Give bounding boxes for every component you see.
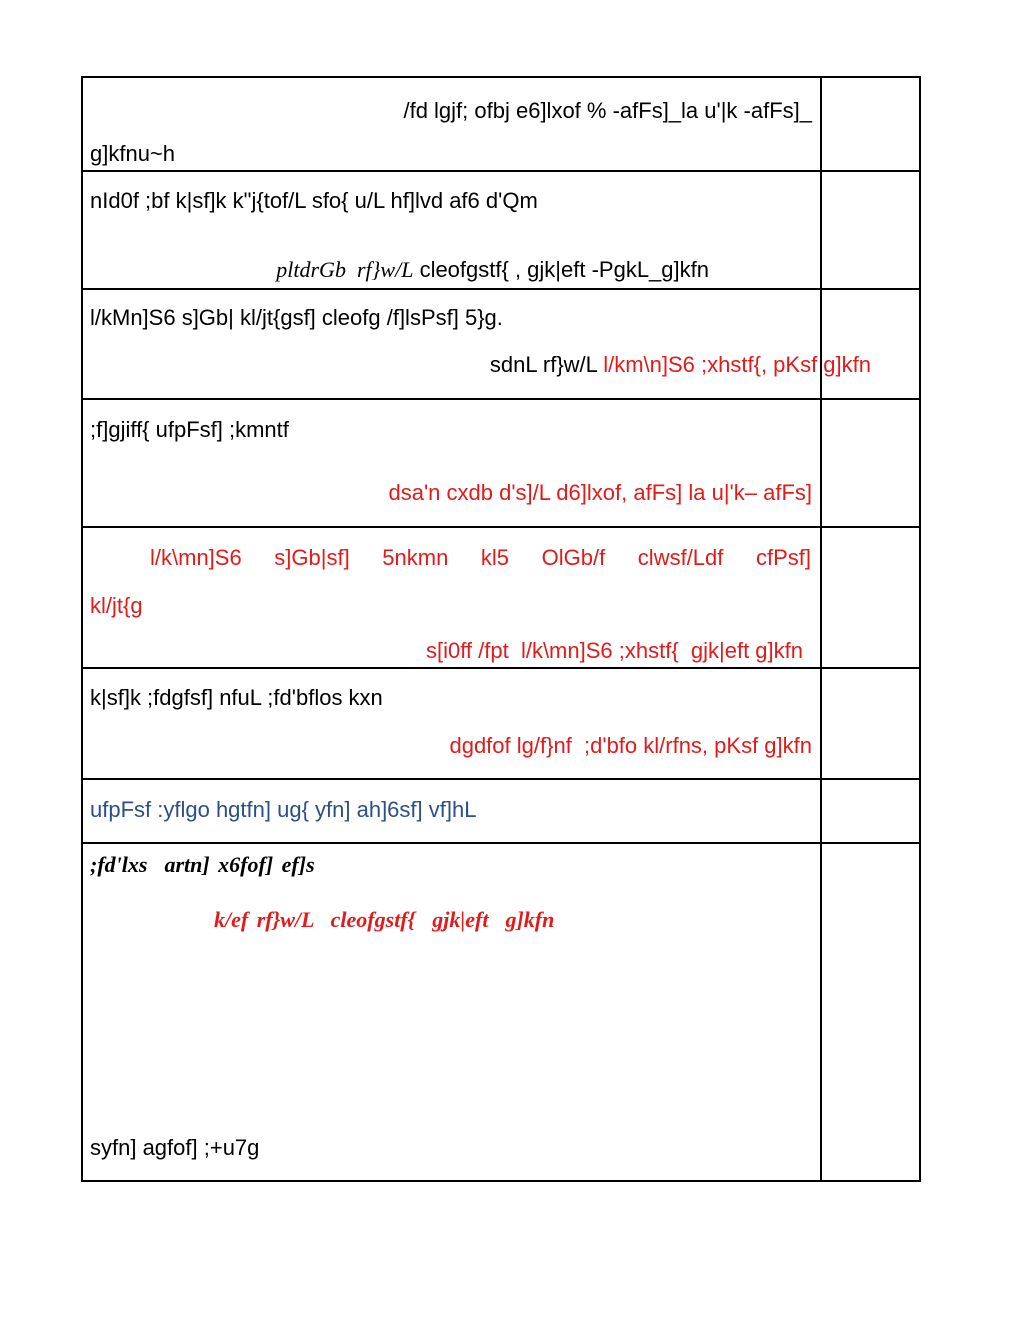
row-4-line-2: dsa'n cxdb d's]/L d6]lxof, afFs] la u|'k– afFs] bbox=[388, 480, 812, 505]
author-title: cleofgstf{ , gjk|eft -PgkL_g]kfn bbox=[419, 257, 709, 282]
row-2-line-2 bbox=[81, 259, 709, 281]
row-5-line-3: s[i0ff /fpt l/k\mn]S6 ;xhstf{ gjk|eft g]kfn bbox=[425, 638, 803, 663]
row-divider bbox=[81, 526, 921, 528]
row-divider bbox=[81, 842, 921, 844]
row-5-line-1: l/k\mn]S6 s]Gb|sf] 5nkmn kl5 OlGb/f clwsf/Ldf cfPsf] bbox=[150, 545, 811, 570]
row-divider bbox=[81, 667, 921, 669]
row-divider bbox=[81, 398, 921, 400]
row-5-line-2: kl/jt{g bbox=[90, 593, 143, 618]
row-3-line-1: l/kMn]S6 s]Gb| kl/jt{gsf] cleofg /f]lsPsf] 5}g. bbox=[90, 305, 503, 330]
row-4-line-1: ;f]gjiff{ ufpFsf] ;kmntf bbox=[90, 417, 289, 442]
row-divider bbox=[81, 288, 921, 290]
row-8-line-2: k/ef rf}w/L cleofgstf{ gjk|eft g]kfn bbox=[214, 907, 555, 932]
row-1-line-1: /fd lgjf; ofbj e6]lxof % -afFs]_la u'|k -afFs]_ bbox=[403, 98, 812, 123]
author-name: pltdrGb rf}w/L bbox=[276, 257, 414, 282]
table-border-bottom bbox=[81, 1180, 921, 1182]
row-8-line-3: syfn] agfof] ;+u7g bbox=[90, 1135, 260, 1160]
table-border-right bbox=[919, 76, 921, 1182]
row-6-line-1: k|sf]k ;fdgfsf] nfuL ;fd'bflos kxn bbox=[90, 685, 383, 710]
author-name: sdnL rf}w/L bbox=[489, 352, 598, 377]
column-divider bbox=[820, 76, 822, 1182]
row-8-line-1: ;fd'lxs artn] x6fof] ef]s bbox=[90, 852, 315, 877]
row-divider bbox=[81, 778, 921, 780]
row-7-line-1: ufpFsf :yflgo hgtfn] ug{ yfn] ah]6sf] vf]hL bbox=[90, 797, 477, 822]
row-1-line-2: g]kfnu~h bbox=[90, 141, 176, 166]
author-title: l/km\n]S6 ;xhstf{, pKsf g]kfn bbox=[603, 352, 871, 377]
content-table bbox=[81, 76, 921, 1182]
row-divider bbox=[81, 170, 921, 172]
row-6-line-2: dgdfof lg/f}nf ;d'bfo kl/rfns, pKsf g]kfn bbox=[449, 733, 812, 758]
table-border-top bbox=[81, 76, 921, 78]
row-3-line-2 bbox=[81, 354, 871, 376]
table-border-left bbox=[81, 76, 83, 1182]
row-2-line-1: nId0f ;bf k|sf]k k"j{tof/L sfo{ u/L hf]lvd af6 d'Qm bbox=[90, 188, 538, 213]
